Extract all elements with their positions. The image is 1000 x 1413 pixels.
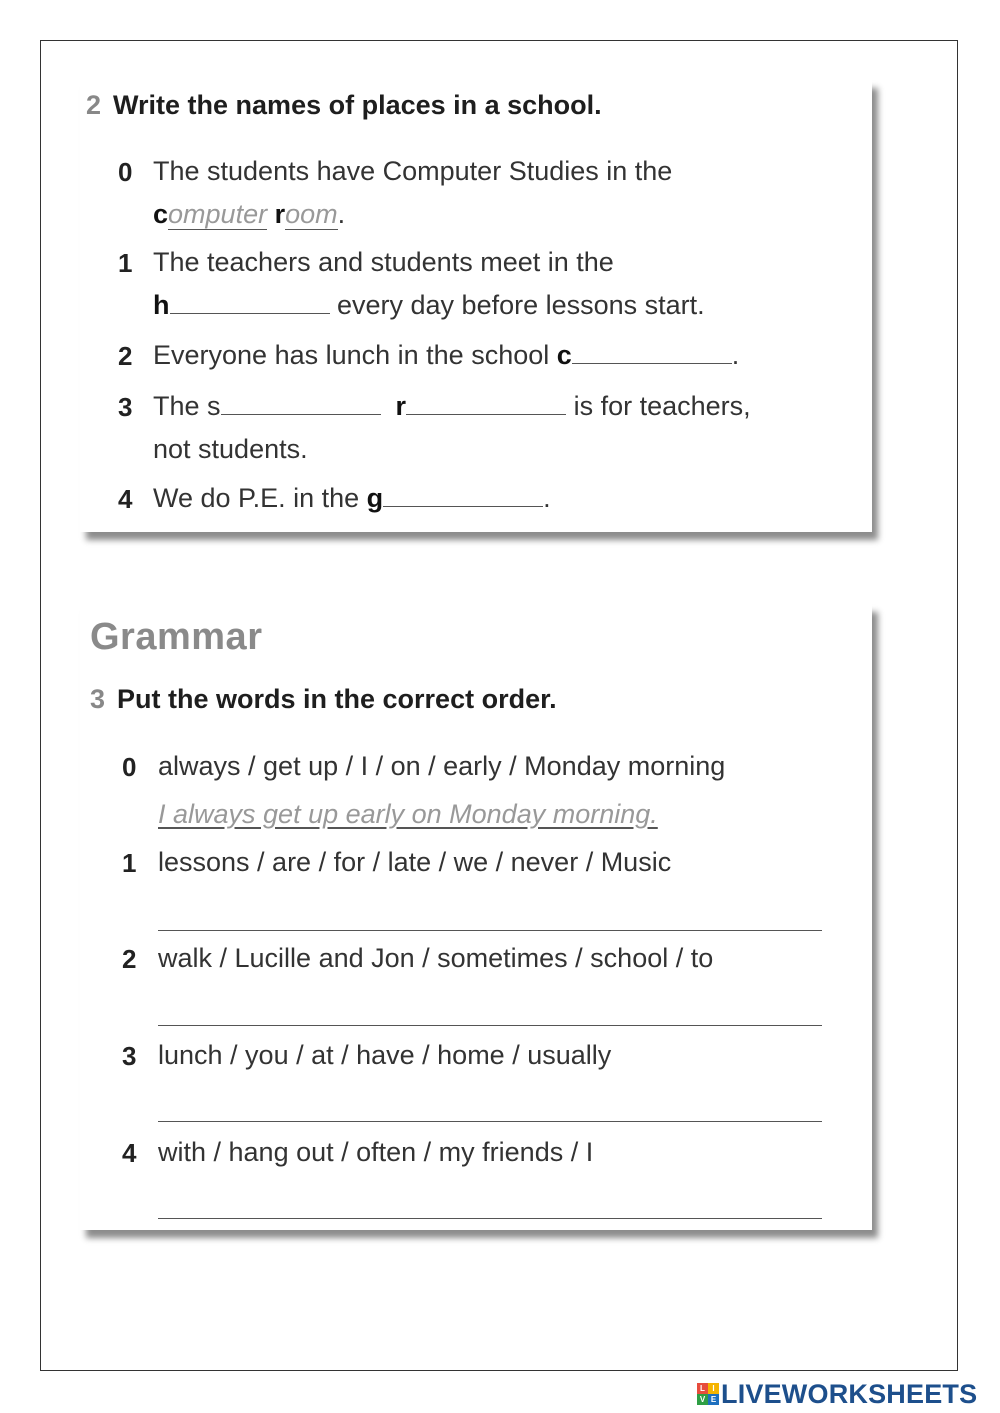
item-number: 2 bbox=[118, 341, 133, 371]
answer-blank[interactable] bbox=[572, 341, 732, 364]
item-text bbox=[153, 290, 705, 321]
word-list: walk / Lucille and Jon / sometimes / school / to bbox=[158, 943, 714, 973]
item-text-pre: We do P.E. in the bbox=[153, 483, 367, 513]
answer-line[interactable] bbox=[158, 1025, 822, 1026]
word-list: always / get up / I / on / early / Monday morning bbox=[158, 751, 726, 781]
example-answer: omputer bbox=[168, 199, 268, 229]
vocabulary-panel bbox=[80, 80, 872, 532]
liveworksheets-logo-icon bbox=[697, 1383, 719, 1405]
item-number: 4 bbox=[118, 484, 133, 514]
answer-line[interactable] bbox=[158, 1121, 822, 1122]
item-number: 3 bbox=[122, 1041, 137, 1071]
answer-blank[interactable] bbox=[383, 484, 543, 507]
item-text-pre: The s bbox=[153, 391, 221, 421]
letter-hint: h bbox=[153, 290, 170, 320]
exercise-2-number: 2 bbox=[86, 90, 102, 120]
item-text bbox=[153, 391, 751, 422]
liveworksheets-brand bbox=[697, 1378, 977, 1410]
brand-text: LIVEWORKSHEETS bbox=[721, 1378, 978, 1409]
item-text bbox=[153, 340, 739, 371]
grammar-title: Grammar bbox=[90, 616, 263, 658]
logo-letter: E bbox=[708, 1394, 719, 1405]
answer-line[interactable] bbox=[158, 930, 822, 931]
letter-hint: c bbox=[556, 340, 572, 370]
letter-hint: r bbox=[395, 391, 407, 421]
logo-letter: V bbox=[697, 1394, 708, 1405]
item-text bbox=[153, 483, 551, 514]
item-number: 1 bbox=[118, 248, 133, 278]
letter-hint: c bbox=[153, 199, 169, 229]
item-text-post: is for teachers, bbox=[566, 391, 751, 421]
exercise-2-instruction: Write the names of places in a school. bbox=[113, 90, 602, 120]
punctuation: . bbox=[543, 483, 551, 513]
item-text: The teachers and students meet in the bbox=[153, 247, 614, 277]
item-text-rest: every day before lessons start. bbox=[329, 290, 705, 320]
letter-hint: g bbox=[366, 483, 384, 513]
example-answer: I always get up early on Monday morning. bbox=[158, 799, 658, 829]
item-text: not students. bbox=[153, 434, 308, 464]
logo-letter: I bbox=[708, 1383, 719, 1394]
punctuation: . bbox=[337, 199, 346, 229]
item-number: 4 bbox=[122, 1138, 137, 1168]
item-number: 2 bbox=[122, 944, 137, 974]
answer-line[interactable] bbox=[158, 1218, 822, 1219]
item-answer-line bbox=[153, 199, 345, 230]
exercise-2-heading bbox=[86, 90, 602, 121]
punctuation: . bbox=[731, 340, 740, 370]
word-list: lessons / are / for / late / we / never / Music bbox=[158, 847, 672, 877]
item-text-pre: Everyone has lunch in the school bbox=[153, 340, 557, 370]
exercise-3-number: 3 bbox=[90, 684, 106, 714]
example-answer: oom bbox=[285, 199, 338, 229]
answer-blank[interactable] bbox=[170, 291, 330, 314]
exercise-3-heading bbox=[90, 684, 557, 715]
item-number: 0 bbox=[122, 752, 137, 782]
answer-blank[interactable] bbox=[406, 392, 566, 415]
word-list: lunch / you / at / have / home / usually bbox=[158, 1040, 612, 1070]
letter-hint: r bbox=[267, 199, 286, 229]
item-number: 0 bbox=[118, 157, 133, 187]
grammar-panel bbox=[80, 604, 872, 1230]
exercise-3-instruction: Put the words in the correct order. bbox=[117, 684, 557, 714]
item-number: 3 bbox=[118, 392, 133, 422]
logo-letter: L bbox=[697, 1383, 708, 1394]
item-text: The students have Computer Studies in the bbox=[153, 156, 673, 186]
answer-blank[interactable] bbox=[221, 392, 381, 415]
word-list: with / hang out / often / my friends / I bbox=[158, 1137, 594, 1167]
item-number: 1 bbox=[122, 848, 137, 878]
